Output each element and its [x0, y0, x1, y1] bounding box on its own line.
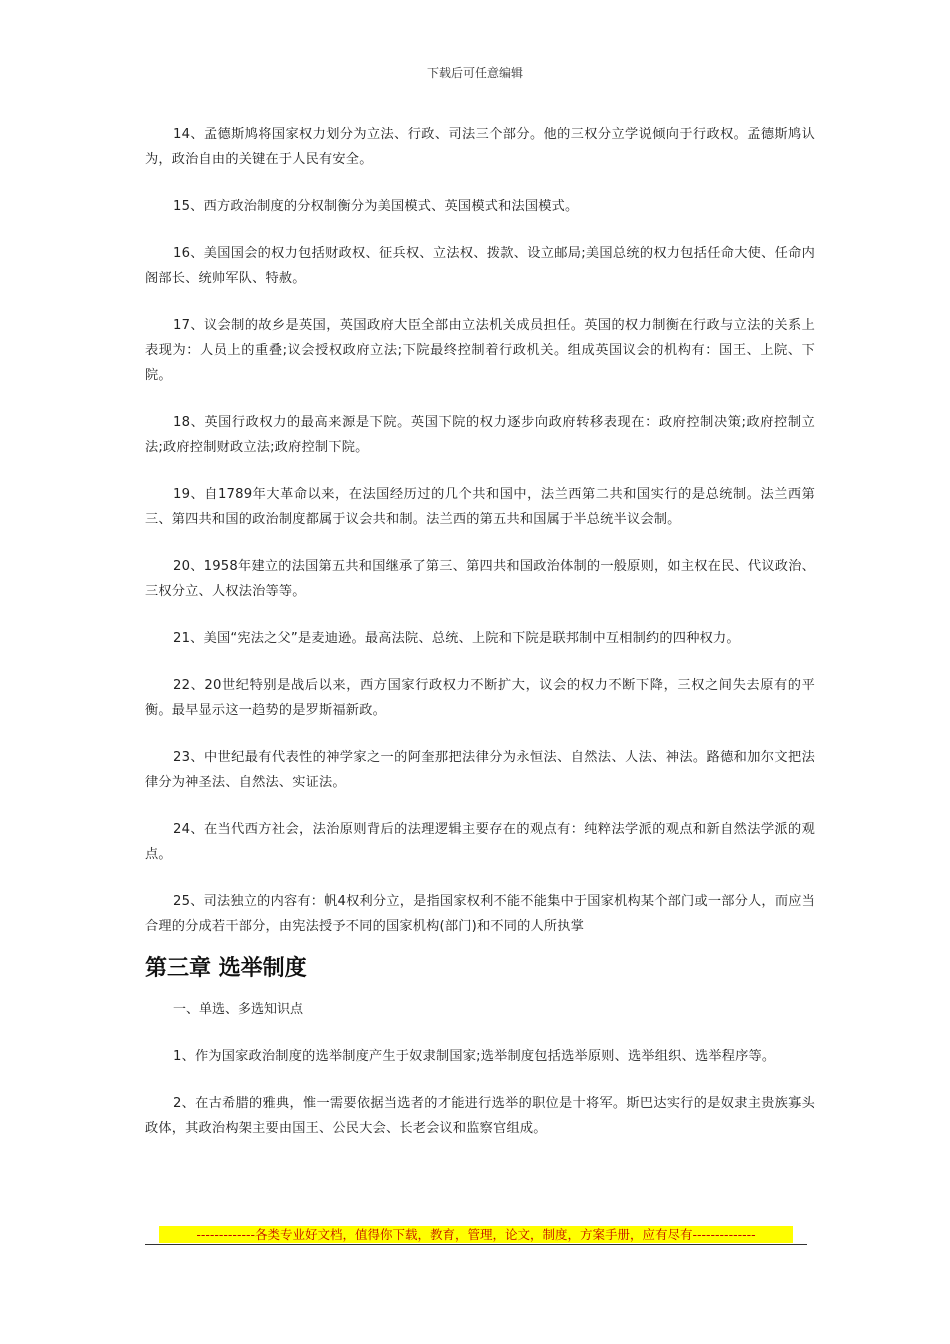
- paragraph: 18、英国行政权力的最高来源是下院。英国下院的权力逐步向政府转移表现在：政府控制决策;政府控制立法;政府控制财政立法;政府控制下院。: [145, 415, 815, 455]
- page-header: 下载后可任意编辑: [426, 66, 523, 80]
- paragraph: 17、议会制的故乡是英国，英国政府大臣全部由立法机关成员担任。英国的权力制衡在行政与立法的关系上表现为：人员上的重叠;议会授权政府立法;下院最终控制着行政机关。组成英国议会的机构有：国王、上院、下院。: [145, 318, 815, 383]
- paragraph: 24、在当代西方社会，法治原则背后的法理逻辑主要存在的观点有：纯粹法学派的观点和新自然法学派的观点。: [145, 822, 815, 862]
- footer-banner: -------------各类专业好文档，值得你下载，教育，管理，论文，制度，方案手册，应有尽有--------------: [159, 1226, 793, 1243]
- paragraph: 16、美国国会的权力包括财政权、征兵权、立法权、拨款、设立邮局;美国总统的权力包括任命大使、任命内阁部长、统帅军队、特赦。: [145, 246, 815, 286]
- document-body: [145, 122, 815, 1163]
- paragraph: 20、1958年建立的法国第五共和国继承了第三、第四共和国政治体制的一般原则，如主权在民、代议政治、三权分立、人权法治等等。: [145, 559, 815, 599]
- paragraph: 21、美国“宪法之父”是麦迪逊。最高法院、总统、上院和下院是联邦制中互相制约的四种权力。: [173, 631, 740, 646]
- paragraph: 14、孟德斯鸠将国家权力划分为立法、行政、司法三个部分。他的三权分立学说倾向于行政权。孟德斯鸠认为，政治自由的关键在于人民有安全。: [145, 127, 815, 167]
- paragraph: 25、司法独立的内容有：帆4权利分立，是指国家权利不能不能集中于国家机构某个部门或一部分人，而应当合理的分成若干部分，由宪法授予不同的国家机构(部门)和不同的人所执掌: [145, 894, 815, 934]
- chapter-heading: 第三章 选举制度: [145, 956, 307, 981]
- paragraph: 2、在古希腊的雅典，惟一需要依据当选者的才能进行选举的职位是十将军。斯巴达实行的是奴隶主贵族寡头政体，其政治构架主要由国王、公民大会、长老会议和监察官组成。: [145, 1096, 815, 1136]
- paragraph: 23、中世纪最有代表性的神学家之一的阿奎那把法律分为永恒法、自然法、人法、神法。路德和加尔文把法律分为神圣法、自然法、实证法。: [145, 750, 815, 790]
- paragraph: 22、20世纪特别是战后以来，西方国家行政权力不断扩大，议会的权力不断下降，三权之间失去原有的平衡。最早显示这一趋势的是罗斯福新政。: [145, 678, 815, 718]
- section-heading: 一、单选、多选知识点: [173, 1002, 304, 1017]
- paragraph: 19、自1789年大革命以来，在法国经历过的几个共和国中，法兰西第二共和国实行的是总统制。法兰西第三、第四共和国的政治制度都属于议会共和制。法兰西的第五共和国属于半总统半议会制。: [145, 487, 815, 527]
- footer-divider: [145, 1244, 807, 1245]
- paragraph: 15、西方政治制度的分权制衡分为美国模式、英国模式和法国模式。: [173, 199, 579, 214]
- paragraph: 1、作为国家政治制度的选举制度产生于奴隶制国家;选举制度包括选举原则、选举组织、选举程序等。: [173, 1049, 776, 1064]
- page-footer: [145, 1226, 807, 1245]
